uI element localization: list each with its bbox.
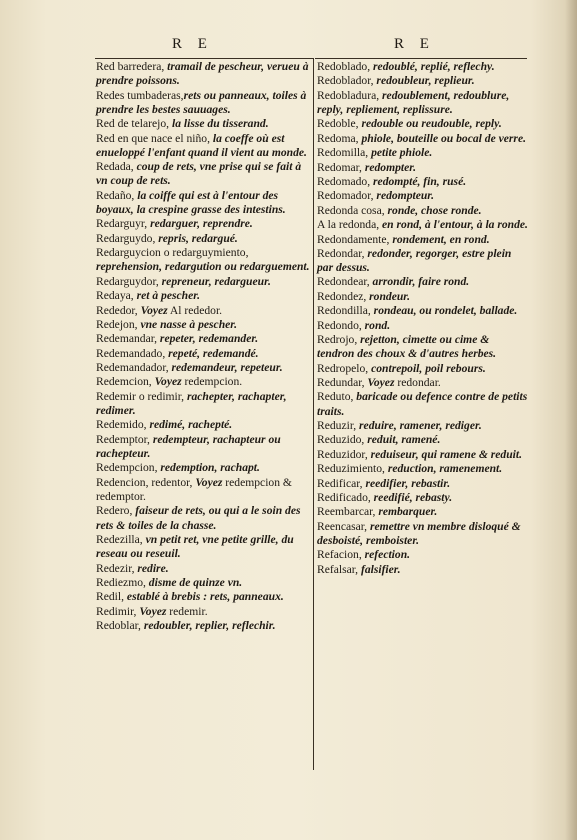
dictionary-entry <box>96 433 310 461</box>
entry-headword: Redimir, <box>96 604 137 618</box>
entry-translation: phiole, bouteille ou bocal de verre. <box>358 131 526 145</box>
entry-headword: Redomado, <box>317 174 371 188</box>
entry-headword: Redondo, <box>317 318 362 332</box>
entry-translation: la lisse du tisserand. <box>169 117 269 131</box>
entry-headword: Rededor, <box>96 303 138 317</box>
entry-translation: repris, redargué. <box>155 231 238 245</box>
entry-headword: Reencasar, <box>317 519 368 533</box>
dictionary-entry <box>317 477 529 491</box>
entry-headword: A la redonda, <box>317 218 380 232</box>
right-column <box>317 60 529 577</box>
entry-headword: Redemir o redimir, <box>96 389 185 403</box>
entry-headword: Redaño, <box>96 188 135 202</box>
dictionary-entry <box>96 504 310 532</box>
entry-translation: reedifier, rebastir. <box>362 476 451 490</box>
dictionary-entry <box>317 275 529 289</box>
entry-headword: Redemido, <box>96 418 147 432</box>
entry-headword: Redoblado, <box>317 60 371 73</box>
entry-headword: Redero, <box>96 504 133 518</box>
entry-headword: Redomilla, <box>317 146 369 160</box>
dictionary-entry <box>317 189 529 203</box>
entry-headword: Rediezmo, <box>96 576 146 589</box>
dictionary-entry <box>317 60 529 74</box>
entry-translation: rondement, en rond. <box>389 232 490 246</box>
entry-translation: falsifier. <box>358 562 401 576</box>
header-right: R E <box>394 36 435 52</box>
entry-translation: redemandeur, repeteur. <box>168 361 283 375</box>
dictionary-entry <box>317 132 529 146</box>
entry-translation: reduiseur, qui ramene & reduit. <box>367 447 523 461</box>
dictionary-entry <box>317 247 529 275</box>
entry-headword: Redarguydor, <box>96 274 159 288</box>
entry-headword: Redondamente, <box>317 232 390 246</box>
entry-headword: Redemptor, <box>96 432 150 446</box>
entry-translation: baricade ou defence contre de petits traits. <box>317 390 528 418</box>
entry-translation: redompté, fin, rusé. <box>370 174 467 188</box>
entry-translation: disme de quinze vn. <box>145 576 243 589</box>
dictionary-entry <box>317 362 529 376</box>
running-header <box>0 36 577 56</box>
entry-translation: repeté, redemandé. <box>165 346 259 360</box>
entry-headword: Redondez, <box>317 289 367 303</box>
entry-headword: Redoblar, <box>96 619 141 633</box>
entry-headword: Red barredera, <box>96 60 165 73</box>
entry-headword: Refacion, <box>317 548 362 562</box>
entry-translation: petite phiole. <box>368 146 433 160</box>
entry-translation: redarguer, reprendre. <box>147 217 253 231</box>
dictionary-entry <box>96 217 310 231</box>
entry-translation: redonder, regorger, estre plein par dessus. <box>317 246 512 275</box>
entry-translation: redouble ou reudouble, reply. <box>358 117 502 131</box>
entry-translation: Voyez <box>136 604 167 618</box>
entry-translation: coup de rets, vne prise qui se fait à vn coup de rets. <box>96 160 302 188</box>
entry-headword: Reembarcar, <box>317 505 376 519</box>
entry-translation: ret à pescher. <box>133 289 201 303</box>
entry-headword: Redemandador, <box>96 361 169 375</box>
dictionary-entry <box>317 233 529 247</box>
dictionary-entry <box>317 376 529 390</box>
dictionary-entry <box>96 232 310 246</box>
entry-headword: Redarguycion o redarguymiento, <box>96 246 249 260</box>
entry-translation: rondeur. <box>366 289 411 303</box>
entry-headword: Redificado, <box>317 490 371 504</box>
dictionary-entry <box>96 533 310 561</box>
dictionary-entry <box>96 461 310 475</box>
entry-headword: Redomador, <box>317 189 374 203</box>
dictionary-entry <box>317 74 529 88</box>
entry-headword: Redezilla, <box>96 533 143 547</box>
dictionary-entry <box>317 333 529 361</box>
entry-headword: Redarguyr, <box>96 217 148 231</box>
entry-cross-reference: Al rededor. <box>167 303 223 317</box>
entry-translation: tramail de pescheur, verueu à prendre poissons. <box>96 60 309 88</box>
entry-headword: Redonda cosa, <box>317 203 385 217</box>
entry-translation: la coiffe qui est à l'entour des boyaux, la crespine grasse des intestins. <box>96 188 286 216</box>
entry-translation: repreneur, redargueur. <box>158 274 271 288</box>
dictionary-entry <box>96 390 310 418</box>
dictionary-entry <box>317 390 529 418</box>
entry-headword: Redoblador, <box>317 74 374 88</box>
entry-headword: Red en que nace el niño, <box>96 131 210 145</box>
entry-translation: redoubleur, replieur. <box>373 74 475 88</box>
entry-translation: establé à brebis : rets, panneaux. <box>124 590 284 604</box>
entry-translation: redompteur. <box>373 189 435 203</box>
dictionary-entry <box>96 562 310 576</box>
dictionary-entry <box>317 520 529 548</box>
entry-translation: reduit, ramené. <box>364 433 441 447</box>
entry-headword: Redaya, <box>96 289 134 303</box>
left-column <box>96 60 310 634</box>
entry-headword: Redificar, <box>317 476 363 490</box>
entry-headword: Redarguydo, <box>96 231 156 245</box>
entry-translation: Voyez <box>364 376 395 390</box>
entry-translation: reduire, ramener, rediger. <box>356 419 482 433</box>
entry-cross-reference: redondar. <box>394 376 441 390</box>
dictionary-entry <box>96 590 310 604</box>
dictionary-entry <box>96 89 310 117</box>
entry-translation: ronde, chose ronde. <box>384 203 482 217</box>
entry-headword: Redemandar, <box>96 332 158 346</box>
entry-headword: Redoble, <box>317 117 359 131</box>
entry-translation: redoublement, redoublure, reply, repliement, replissure. <box>317 88 510 116</box>
entry-headword: Redondar, <box>317 246 365 260</box>
dictionary-entry <box>317 419 529 433</box>
entry-translation: Voyez <box>137 303 168 317</box>
entry-translation: rondeau, ou rondelet, ballade. <box>370 304 518 318</box>
dictionary-entry <box>317 462 529 476</box>
entry-translation: arrondir, faire rond. <box>369 275 470 289</box>
entry-headword: Redomar, <box>317 160 362 174</box>
entry-translation: redimé, rachepté. <box>146 418 233 432</box>
entry-headword: Redada, <box>96 160 134 174</box>
dictionary-entry <box>96 189 310 217</box>
entry-headword: Redrojo, <box>317 333 358 347</box>
dictionary-entry <box>96 132 310 160</box>
dictionary-entry <box>96 418 310 432</box>
entry-headword: Redobladura, <box>317 88 380 102</box>
entry-translation: refection. <box>361 548 411 562</box>
dictionary-entry <box>96 160 310 188</box>
dictionary-entry <box>317 491 529 505</box>
entry-headword: Redoma, <box>317 131 359 145</box>
entry-translation: en rond, à l'entour, à la ronde. <box>379 218 528 232</box>
entry-headword: Redempcion, <box>96 461 158 475</box>
column-divider <box>313 58 314 770</box>
entry-translation: rembarquer. <box>375 505 438 519</box>
dictionary-entry <box>317 290 529 304</box>
dictionary-entry <box>96 361 310 375</box>
entry-translation: redempteur, rachapteur ou rachepteur. <box>96 432 281 461</box>
dictionary-entry <box>96 246 310 274</box>
dictionary-entry <box>317 161 529 175</box>
entry-headword: Redejon, <box>96 317 138 331</box>
entry-translation: faiseur de rets, ou qui a le soin des rets & toiles de la chasse. <box>96 504 301 532</box>
entry-translation: reduction, ramenement. <box>384 462 503 476</box>
entry-headword: Reduzir, <box>317 419 357 433</box>
entry-translation: rejetton, cimette ou cime & tendron des choux & d'autres herbes. <box>317 333 497 361</box>
dictionary-entry <box>96 275 310 289</box>
header-rule-right <box>315 58 527 59</box>
entry-translation: rets ou panneaux, toiles à prendre les bestes sauuages. <box>96 88 307 116</box>
entry-translation: Voyez <box>151 375 182 389</box>
dictionary-entry <box>96 318 310 332</box>
entry-headword: Reduzido, <box>317 433 365 447</box>
entry-headword: Redencion, redentor, <box>96 475 193 489</box>
entry-headword: Redes tumbaderas, <box>96 88 184 102</box>
dictionary-entry <box>317 304 529 318</box>
entry-translation: redoublé, replié, reflechy. <box>370 60 495 73</box>
entry-translation: redompter. <box>361 160 417 174</box>
entry-cross-reference: redempcion & redemptor. <box>96 475 292 504</box>
dictionary-entry <box>96 619 310 633</box>
entry-translation: contrepoil, poil rebours. <box>368 361 486 375</box>
dictionary-entry <box>96 576 310 590</box>
dictionary-entry <box>317 548 529 562</box>
entry-translation: redemption, rachapt. <box>157 461 260 475</box>
entry-translation: reprehension, redargution ou redarguement. <box>96 260 310 274</box>
entry-headword: Redondear, <box>317 275 370 289</box>
entry-headword: Reduto, <box>317 390 354 404</box>
dictionary-entry <box>96 605 310 619</box>
entry-headword: Redondilla, <box>317 304 371 318</box>
dictionary-entry <box>96 117 310 131</box>
dictionary-entry <box>317 146 529 160</box>
entry-headword: Reduzidor, <box>317 447 368 461</box>
dictionary-entry <box>317 117 529 131</box>
dictionary-entry <box>96 476 310 504</box>
entry-headword: Redemcion, <box>96 375 152 389</box>
dictionary-entry <box>96 375 310 389</box>
dictionary-entry <box>317 204 529 218</box>
header-left: R E <box>172 36 213 52</box>
dictionary-entry <box>96 304 310 318</box>
entry-translation: vn petit ret, vne petite grille, du reseau ou reseuil. <box>96 533 294 561</box>
dictionary-entry <box>96 332 310 346</box>
entry-translation: remettre vn membre disloqué & desboisté, remboister. <box>317 519 521 547</box>
entry-headword: Redropelo, <box>317 361 369 375</box>
entry-headword: Redundar, <box>317 376 365 390</box>
entry-translation: la coeffe où est enueloppé l'enfant quand il vient au monde. <box>96 131 307 159</box>
entry-headword: Refalsar, <box>317 562 359 576</box>
dictionary-entry <box>317 433 529 447</box>
dictionary-entry <box>317 448 529 462</box>
entry-translation: rachepter, rachapter, redimer. <box>96 389 287 418</box>
entry-headword: Redil, <box>96 590 125 604</box>
entry-translation: redire. <box>134 561 169 575</box>
entry-cross-reference: redemir. <box>166 604 208 618</box>
entry-headword: Redezir, <box>96 561 135 575</box>
dictionary-entry <box>317 563 529 577</box>
dictionary-entry <box>317 319 529 333</box>
header-rule-left <box>95 58 313 59</box>
entry-translation: reedifié, rebasty. <box>370 490 453 504</box>
dictionary-entry <box>96 347 310 361</box>
page-edge-shadow <box>565 0 577 840</box>
dictionary-entry <box>96 60 310 88</box>
dictionary-entry <box>96 289 310 303</box>
entry-translation: redoubler, replier, reflechir. <box>140 619 276 633</box>
entry-cross-reference: redempcion. <box>181 375 243 389</box>
entry-headword: Redemandado, <box>96 346 166 360</box>
dictionary-entry <box>317 505 529 519</box>
dictionary-entry <box>317 175 529 189</box>
entry-headword: Red de telarejo, <box>96 117 170 131</box>
entry-translation: repeter, redemander. <box>157 332 259 346</box>
entry-headword: Reduzimiento, <box>317 462 385 476</box>
entry-translation: vne nasse à pescher. <box>137 317 238 331</box>
dictionary-entry <box>317 89 529 117</box>
dictionary-entry <box>317 218 529 232</box>
entry-translation: Voyez <box>192 475 223 489</box>
entry-translation: rond. <box>361 318 391 332</box>
